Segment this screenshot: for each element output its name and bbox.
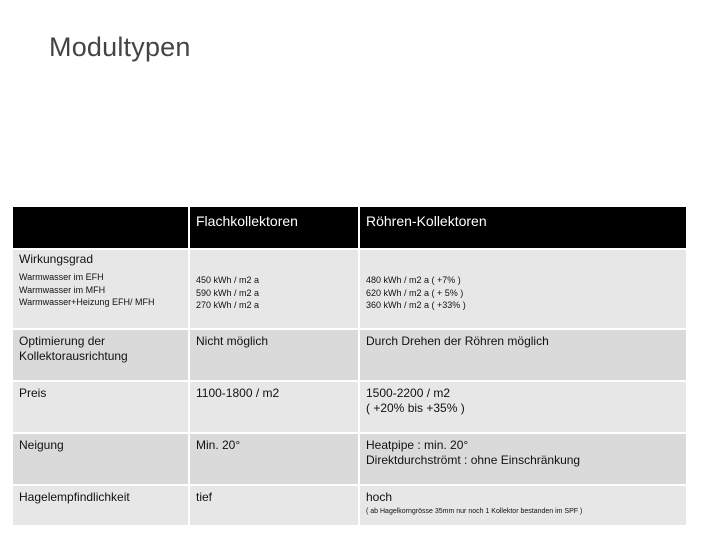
value-line: hoch (366, 490, 393, 504)
value-line: 1100-1800 / m2 (196, 386, 280, 400)
table-row (13, 330, 686, 382)
value-line: 270 kWh / m2 a (196, 300, 260, 310)
row-label (13, 486, 190, 525)
value-line: Durch Drehen der Röhren möglich (366, 334, 549, 348)
table-row (13, 382, 686, 434)
table-row (13, 434, 686, 486)
row-label-line: Hagelempfindlichkeit (19, 490, 130, 504)
roehren-value (360, 382, 686, 432)
row-label (13, 330, 190, 380)
flach-value (190, 382, 360, 432)
header-cell-roehren-kollektoren: Röhren-Kollektoren (360, 207, 686, 248)
header-cell-empty (13, 207, 190, 248)
value-line: 590 kWh / m2 a (196, 287, 260, 298)
value-line: Nicht möglich (196, 334, 269, 348)
row-label (13, 382, 190, 432)
row-label-line: Warmwasser+Heizung EFH/ MFH (19, 297, 155, 307)
flach-value (190, 486, 360, 525)
row-label-line: Warmwasser im MFH (19, 284, 106, 295)
header-cell-flachkollektoren: Flachkollektoren (190, 207, 360, 248)
value-line: Min. 20° (196, 438, 241, 452)
value-line: 1500-2200 / m2 (366, 386, 451, 400)
page-title: Modultypen (49, 32, 191, 62)
value-line: 480 kWh / m2 a ( +7% ) (366, 275, 461, 285)
table-row (13, 250, 686, 330)
value-line: Heatpipe : min. 20° (366, 438, 469, 452)
value-line: 620 kWh / m2 a ( + 5% ) (366, 287, 464, 298)
flach-value (190, 330, 360, 380)
row-label-line: Neigung (19, 438, 64, 452)
value-line: tief (196, 490, 213, 504)
roehren-value (360, 330, 686, 380)
row-label-line: Preis (19, 386, 47, 400)
flach-value (190, 250, 360, 328)
value-line: 450 kWh / m2 a (196, 275, 260, 285)
row-label-line: Optimierung der (19, 334, 106, 348)
row-label-line: Warmwasser im EFH (19, 272, 104, 282)
table-row (13, 486, 686, 527)
row-label-heading: Wirkungsgrad (19, 252, 94, 266)
roehren-value (360, 434, 686, 484)
row-label (13, 250, 190, 328)
roehren-value (360, 250, 686, 328)
value-line: ( +20% bis +35% ) (366, 401, 465, 415)
value-line: 360 kWh / m2 a ( +33% ) (366, 300, 466, 310)
row-label (13, 434, 190, 484)
roehren-value (360, 486, 686, 525)
row-label-line: Kollektorausrichtung (19, 349, 128, 363)
flach-value (190, 434, 360, 484)
value-note: ( ab Hagelkorngrösse 35mm nur noch 1 Kollektor bestanden im SPF ) (366, 508, 583, 515)
value-line: Direktdurchströmt : ohne Einschränkung (366, 453, 581, 467)
comparison-table (13, 207, 686, 527)
table-header-row (13, 207, 686, 250)
